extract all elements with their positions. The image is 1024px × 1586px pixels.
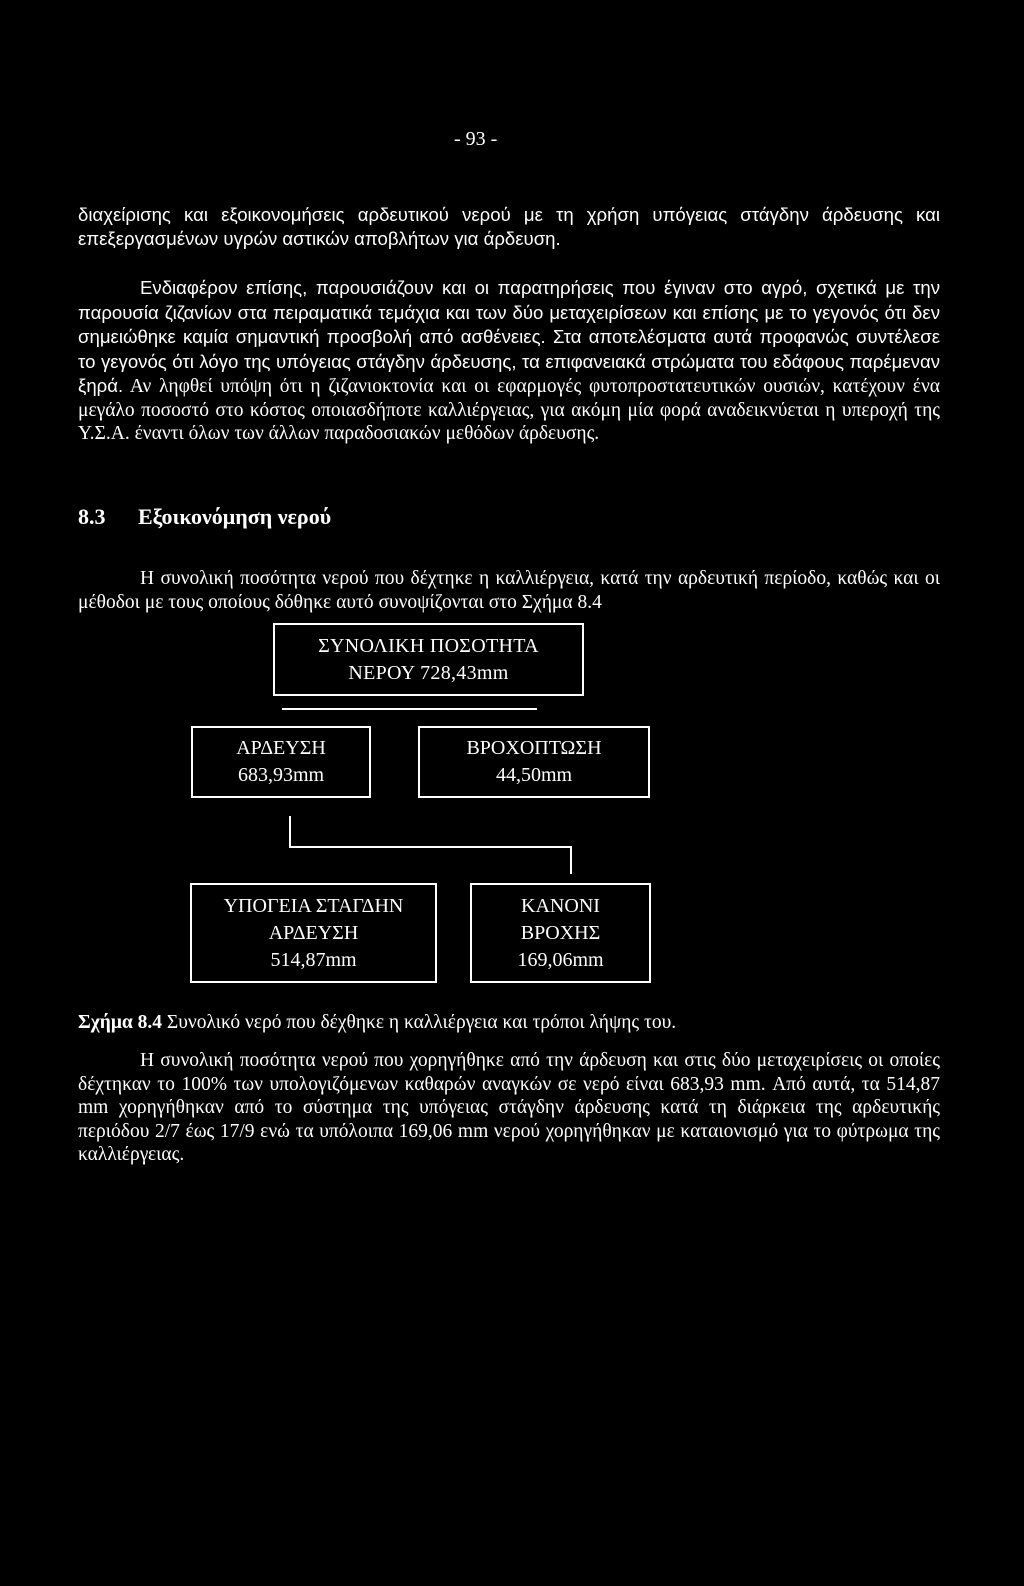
box-cannon-line1: ΚΑΝΟΝΙ [521,894,600,917]
box-subsurface-drip [190,883,437,983]
box-irrigation-line1: ΑΡΔΕΥΣΗ [236,737,326,759]
section-heading [78,504,331,530]
box-irrigation [191,726,371,798]
connector-vertical-left [289,816,291,848]
paragraph-observations-serif: Αν ληφθεί υπόψη ότι η ζιζανιοκτονία και οι εφαρμογές φυτοπροστατευτικών ουσιών, κατέχουν ένα μεγάλο ποσοστό στο κόστος οποιασδήποτε καλλιέργειας, για ακόμη μία φορά αναδεικνύεται η υπεροχή της Υ.Σ.Α. έναντι όλων των άλλων παραδοσιακών μεθόδων άρδευσης. [78,376,940,444]
box-cannon-line2: ΒΡΟΧΗΣ [520,921,601,944]
figure-caption-label: Σχήμα 8.4 [78,1012,163,1033]
paragraph-continuation: διαχείρισης και εξοικονομήσεις αρδευτικού νερού με τη χρήση υπόγειας στάγδην άρδευσης και επεξεργασμένων υγρών αστικών αποβλήτων για άρδευση. [78,204,940,249]
box-total-line2: ΝΕΡΟΥ 728,43mm [348,661,509,684]
paragraph-observations [78,276,940,446]
box-rainfall-line1: ΒΡΟΧΟΠΤΩΣΗ [466,737,602,759]
connector-top [282,708,537,710]
paragraph-irrigation-amounts: Η συνολική ποσότητα νερού που χορηγήθηκε από την άρδευση και στις δύο μεταχειρίσεις οι οποίες δέχτηκαν το 100% των υπολογιζόμενων καθαρών αναγκών σε νερό είναι 683,93 mm. Από αυτά, τα 514,87 mm χορηγήθηκαν από το σύστημα της υπόγειας στάγδην άρδευσης κατά τη διάρκεια της αρδευτικής περιόδου 2/7 έως 17/9 ενώ τα υπόλοιπα 169,06 mm νερού χορηγήθηκαν με καταιονισμό για το φύτρωμα της καλλιέργειας. [78,1050,940,1165]
box-drip-line1: ΥΠΟΓΕΙΑ ΣΤΑΓΔΗΝ [223,894,404,917]
section-number: 8.3 [78,504,106,529]
box-irrigation-line2: 683,93mm [237,764,325,786]
paragraph-observations-sans: Ενδιαφέρον επίσης, παρουσιάζουν και οι παρατηρήσεις που έγιναν στο αγρό, σχετικά με την παρουσία ζιζανίων στα πειραματικά τεμάχια και των δύο μεταχειρίσεων και επίσης με το γεγονός ότι δεν σημειώθηκε καμία σημαντική προσβολή από ασθένειες. Στα αποτελέσματα αυτά προφανώς συντέλεσε το γεγονός ότι λόγο της υπόγειας στάγδην άρδευσης, τα επιφανειακά στρώματα του εδάφους παρέμεναν ξηρά. [78,277,940,396]
paragraph-total-water: Η συνολική ποσότητα νερού που δέχτηκε η καλλιέργεια, κατά την αρδευτική περίοδο, καθώς και οι μέθοδοι με τους οποίους δόθηκε αυτό συνοψίζονται στο Σχήμα 8.4 [78,568,940,613]
box-rainfall-line2: 44,50mm [495,764,573,786]
figure-caption [78,1012,676,1034]
figure-caption-text: Συνολικό νερό που δέχθηκε η καλλιέργεια και τρόποι λήψης του. [162,1012,677,1033]
box-cannon-line3: 169,06mm [517,948,604,971]
page-number: - 93 - [454,128,498,150]
box-total-line1: ΣΥΝΟΛΙΚΗ ΠΟΣΟΤΗΤΑ [318,634,539,657]
box-rainfall [418,726,650,798]
connector-horizontal [289,846,572,848]
box-rain-cannon [470,883,651,983]
box-total-water [273,623,584,696]
connector-vertical-right [570,846,572,874]
box-drip-line3: 514,87mm [270,948,357,971]
box-drip-line2: ΑΡΔΕΥΣΗ [268,921,359,944]
section-title: Εξοικονόμηση νερού [138,504,332,529]
